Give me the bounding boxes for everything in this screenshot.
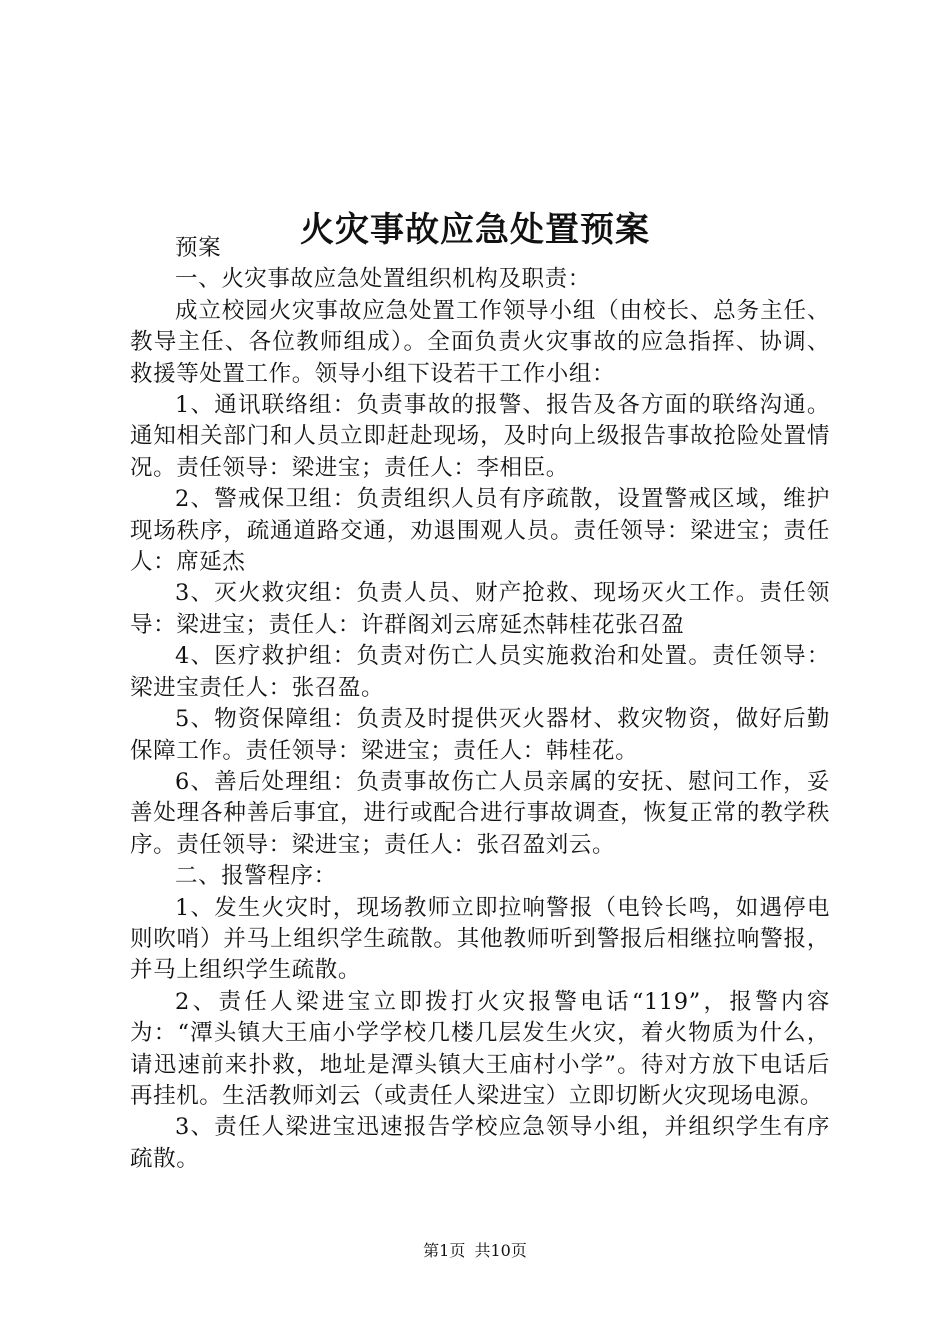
paragraph-medical-group: 4、医疗救护组：负责对伤亡人员实施救治和处置。责任领导：梁进宝责任人：张召盈。 <box>130 643 830 701</box>
paragraph-security-group: 2、警戒保卫组：负责组织人员有序疏散，设置警戒区域，维护现场秩序，疏通道路交通，劝退围观人员。责任领导：梁进宝；责任人：席延杰 <box>130 486 830 576</box>
section-heading-alarm-procedure: 二、报警程序： <box>175 863 337 890</box>
paragraph-heading-preface: 预案 <box>175 235 222 261</box>
document-body <box>130 233 830 1175</box>
paragraph-alarm-step-2: 2、责任人梁进宝立即拨打火灾报警电话“119”，报警内容为：“潭头镇大王庙小学学校几楼几层发生火灾，着火物质为什么，请迅速前来扑救，地址是潭头镇大王庙村小学”。待对方放下电话后再挂机。生活教师刘云（或责任人梁进宝）立即切断火灾现场电源。 <box>130 988 830 1109</box>
paragraph-aftermath-group: 6、善后处理组：负责事故伤亡人员亲属的安抚、慰问工作，妥善处理各种善后事宜，进行或配合进行事故调查，恢复正常的教学秩序。责任领导：梁进宝；责任人：张召盈刘云。 <box>130 768 830 858</box>
document-title: 火灾事故应急处置预案 <box>300 209 650 250</box>
paragraph-communication-group: 1、通讯联络组：负责事故的报警、报告及各方面的联络沟通。通知相关部门和人员立即赶赴现场，及时向上级报告事故抢险处置情况。责任领导：梁进宝；责任人：李相臣。 <box>130 392 830 481</box>
paragraph-firefighting-group: 3、灭火救灾组：负责人员、财产抢救、现场灭火工作。责任领导：梁进宝；责任人：许群阁刘云席延杰韩桂花张召盈 <box>130 580 830 638</box>
page-footer <box>0 1240 950 1262</box>
paragraph-leadership-group: 成立校园火灾事故应急处置工作领导小组（由校长、总务主任、教导主任、各位教师组成）。全面负责火灾事故的应急指挥、协调、救援等处置工作。领导小组下设若干工作小组： <box>130 297 830 387</box>
paragraph-alarm-step-1: 1、发生火灾时，现场教师立即拉响警报（电铃长鸣，如遇停电则吹哨）并马上组织学生疏散。其他教师听到警报后相继拉响警报，并马上组织学生疏散。 <box>130 894 830 984</box>
paragraph-alarm-step-3: 3、责任人梁进宝迅速报告学校应急领导小组，并组织学生有序疏散。 <box>130 1114 830 1172</box>
paragraph-supplies-group: 5、物资保障组：负责及时提供灭火器材、救灾物资，做好后勤保障工作。责任领导：梁进宝；责任人：韩桂花。 <box>130 706 830 764</box>
page-number: 第1页 <box>423 1241 466 1260</box>
page-total: 共10页 <box>474 1241 527 1260</box>
section-heading-organization: 一、火灾事故应急处置组织机构及职责： <box>175 266 591 293</box>
